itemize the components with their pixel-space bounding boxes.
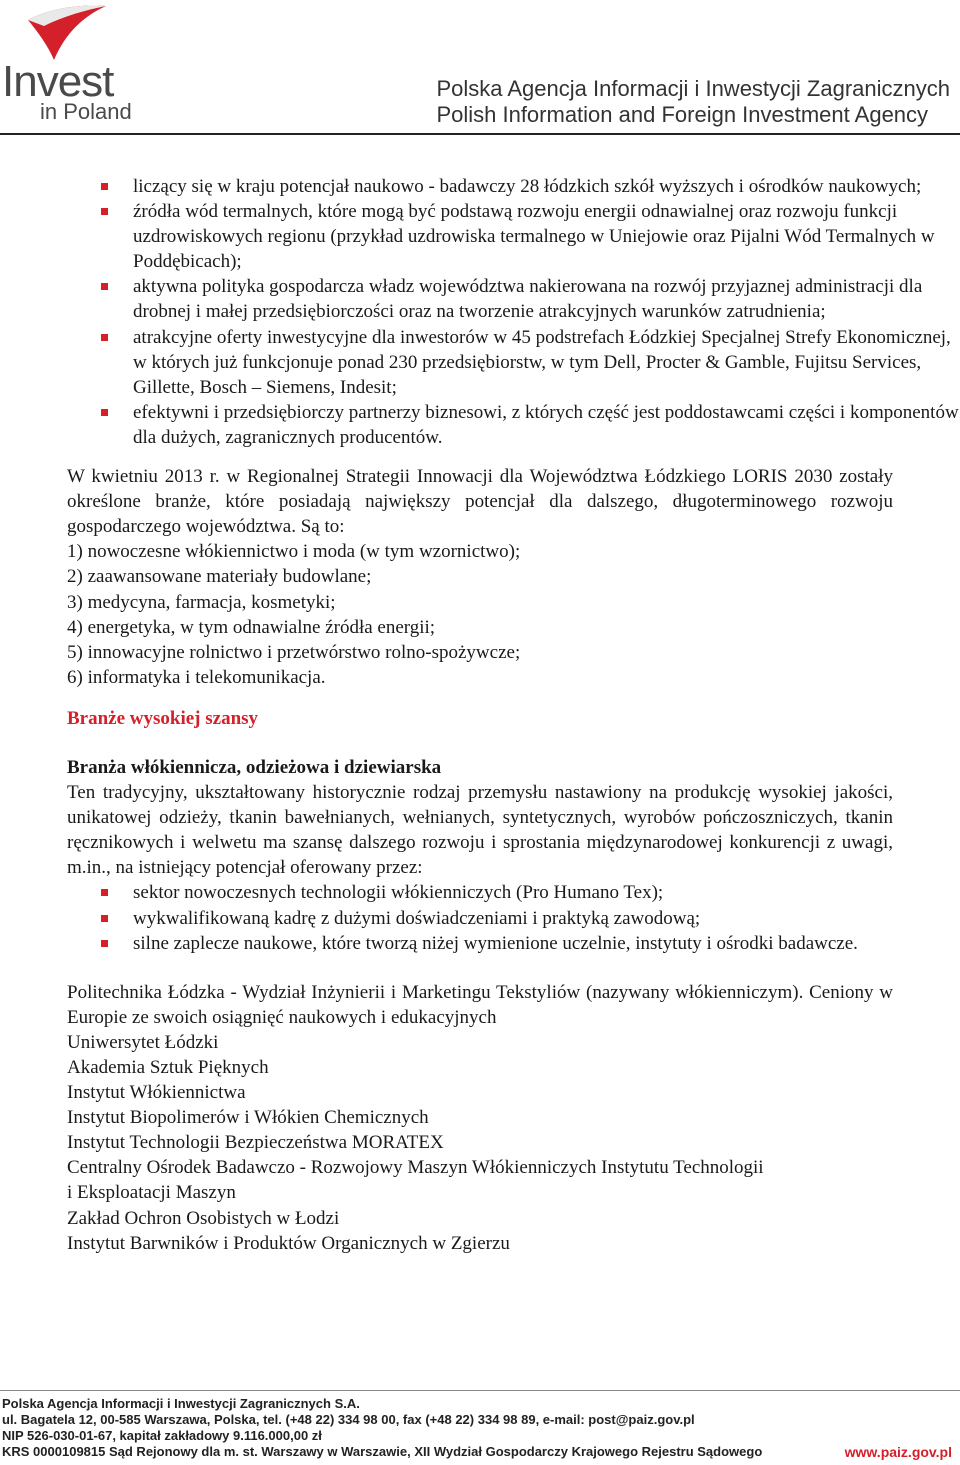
strategy-paragraph: W kwietniu 2013 r. w Regionalnej Strategii Innowacji dla Województwa Łódzkiego LORIS 2030 zostały określone branże, które posiadają największy potencjał dla dalszego, długoterminowego rozwoju gospodarczego województwa. Są to: xyxy=(67,466,893,538)
square-bullet-icon xyxy=(101,889,108,896)
textile-bullet-list xyxy=(67,880,893,955)
institution-item: Zakład Ochron Osobistych w Łodzi xyxy=(67,1207,340,1229)
agency-name xyxy=(436,76,950,128)
institution-item: Akademia Sztuk Pięknych xyxy=(67,1057,269,1078)
section-heading-high-chance: Branże wysokiej szansy xyxy=(67,707,259,729)
list-item: efektywni i przedsiębiorczy partnerzy biznesowi, z których część jest poddostawcami części i komponentów dla dużych, zagranicznych producentów. xyxy=(67,400,960,450)
footer-line: NIP 526-030-01-67, kapitał zakładowy 9.116.000,00 zł xyxy=(2,1428,322,1443)
list-item: wykwalifikowaną kadrę z dużymi doświadczeniami i praktyką zawodową; xyxy=(67,906,893,931)
institution-item: Instytut Barwników i Produktów Organicznych w Zgierzu xyxy=(67,1232,510,1254)
footer-website-link[interactable]: www.paiz.gov.pl xyxy=(844,1444,952,1460)
institution-item: Instytut Włókiennictwa xyxy=(67,1082,246,1104)
institution-item: Instytut Technologii Bezpieczeństwa MORATEX xyxy=(67,1132,444,1154)
footer-divider xyxy=(0,1390,960,1391)
section-heading-textile: Branża włókiennicza, odzieżowa i dziewiarska xyxy=(67,756,442,778)
invest-in-poland-logo xyxy=(0,0,160,135)
logo-word: Invest xyxy=(2,57,114,106)
page-header xyxy=(0,0,960,140)
square-bullet-icon xyxy=(101,940,108,947)
footer-company-info xyxy=(2,1396,762,1460)
list-item: sektor nowoczesnych technologii włókienniczych (Pro Humano Tex); xyxy=(67,880,893,905)
logo-subtitle: in Poland xyxy=(40,99,132,124)
square-bullet-icon xyxy=(101,409,108,416)
politechnika-paragraph: Politechnika Łódzka - Wydział Inżynierii i Marketingu Tekstyliów (nazywany włókienniczym). Ceniony w Europie ze swoich osiągnięć naukowych i edukacyjnych xyxy=(67,981,893,1028)
square-bullet-icon xyxy=(101,208,108,215)
intro-bullet-list xyxy=(67,174,960,450)
institutions-block xyxy=(67,980,893,1256)
list-item: źródła wód termalnych, które mogą być podstawą rozwoju energii odnawialnej oraz rozwoju funkcji uzdrowiskowych regionu (przykład uzdrowiska termalnego w Uniejowie oraz Pijalni Wód Termalnych w Poddębicach); xyxy=(67,199,960,274)
list-item: atrakcyjne oferty inwestycyjne dla inwestorów w 45 podstrefach Łódzkiej Specjalnej Strefy Ekonomicznej, w których już funkcjonuje ponad 230 przedsiębiorstw, w tym Dell, Procter & Gamble, Fujitsu Services, Gillette, Bosch – Siemens, Indesit; xyxy=(67,325,960,400)
institution-item: Uniwersytet Łódzki xyxy=(67,1031,219,1053)
institution-item: Instytut Biopolimerów i Włókien Chemicznych xyxy=(67,1107,429,1129)
list-item: liczący się w kraju potencjał naukowo - badawczy 28 łódzkich szkół wyższych i ośrodków naukowych; xyxy=(67,174,960,199)
header-divider xyxy=(0,133,960,135)
square-bullet-icon xyxy=(101,283,108,290)
sector-item: 4) energetyka, w tym odnawialne źródła energii; xyxy=(67,616,436,638)
footer-line: Polska Agencja Informacji i Inwestycji Zagranicznych S.A. xyxy=(2,1396,360,1411)
sector-item: 3) medycyna, farmacja, kosmetyki; xyxy=(67,591,336,613)
sector-item: 6) informatyka i telekomunikacja. xyxy=(67,666,326,688)
sector-item: 2) zaawansowane materiały budowlane; xyxy=(67,566,372,588)
footer-line: KRS 0000109815 Sąd Rejonowy dla m. st. Warszawy w Warszawie, XII Wydział Gospodarczy Krajowego Rejestru Sądowego xyxy=(2,1444,763,1459)
sector-list xyxy=(67,539,893,690)
square-bullet-icon xyxy=(101,915,108,922)
square-bullet-icon xyxy=(101,334,108,341)
footer-line: ul. Bagatela 12, 00-585 Warszawa, Polska, tel. (+48 22) 334 98 00, fax (+48 22) 334 98 89, e-mail: post@paiz.gov.pl xyxy=(2,1412,695,1427)
document-body xyxy=(67,174,959,1256)
page-footer xyxy=(0,1390,960,1465)
list-item: aktywna polityka gospodarcza władz województwa nakierowana na rozwój przyjaznej administracji dla drobnej i małej przedsiębiorczości oraz na tworzenie atrakcyjnych warunków zatrudnienia; xyxy=(67,274,960,324)
agency-name-en: Polish Information and Foreign Investment Agency xyxy=(436,102,929,127)
sector-item: 5) innowacyjne rolnictwo i przetwórstwo rolno-spożywcze; xyxy=(67,641,521,663)
agency-name-pl: Polska Agencja Informacji i Inwestycji Zagranicznych xyxy=(436,76,950,101)
list-item: silne zaplecze naukowe, które tworzą niżej wymienione uczelnie, instytuty i ośrodki badawcze. xyxy=(67,931,893,956)
flag-swoosh-icon xyxy=(20,2,110,62)
textile-paragraph: Ten tradycyjny, ukształtowany historycznie rodzaj przemysłu nastawiony na produkcję wysokiej jakości, unikatowej odzieży, tkanin bawełnianych, wełnianych, syntetycznych, wyrobów pończoszniczych, tkanin ręcznikowych i welwetu ma szansę dalszego rozwoju i sprostania międzynarodowej konkurencji z uwagi, m.in., na istniejący potencjał oferowany przez: xyxy=(67,782,893,879)
sector-item: 1) nowoczesne włókiennictwo i moda (w tym wzornictwo); xyxy=(67,541,521,563)
institution-item: Centralny Ośrodek Badawczo - Rozwojowy Maszyn Włókienniczych Instytutu Technologii i Eksploatacji Maszyn xyxy=(67,1157,764,1204)
square-bullet-icon xyxy=(101,183,108,190)
